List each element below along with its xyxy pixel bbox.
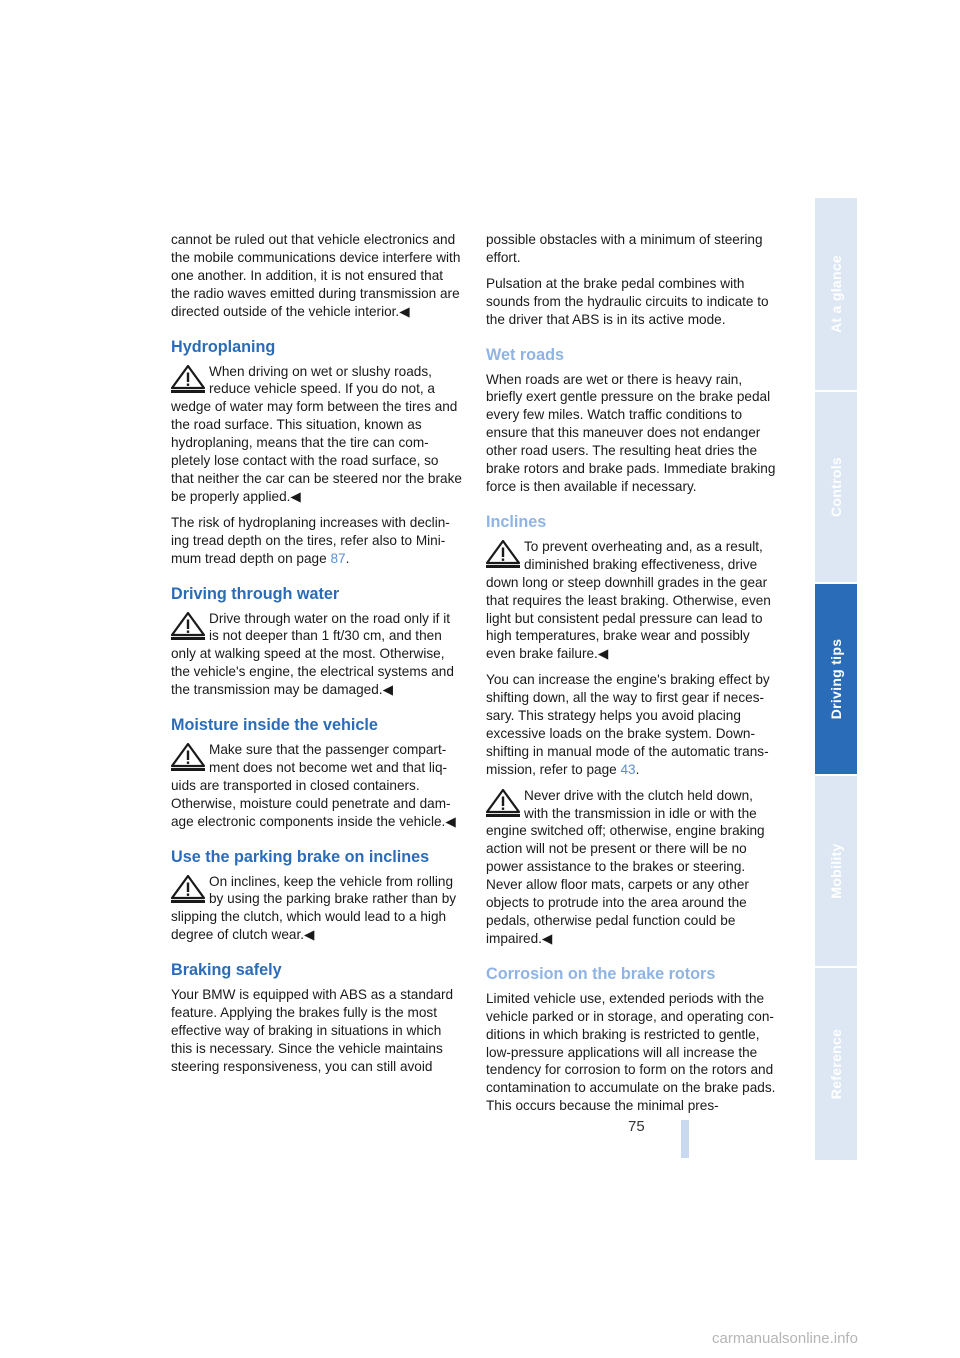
warning-moisture: Make sure that the passenger compartment does not become wet and that liquids are transported in closed containers. Otherwise, moisture could penetrate and damage electronic components inside the vehicle.◀ <box>171 742 456 829</box>
tab-driving-tips[interactable]: Driving tips <box>815 584 857 774</box>
right-column <box>486 231 778 1123</box>
warning-parking-brake: On inclines, keep the vehicle from rolling by using the parking brake rather than by slipping the clutch, which would lead to a high degree of clutch wear.◀ <box>171 873 457 943</box>
end-mark: ◀ <box>597 646 609 662</box>
warning-clutch: Never drive with the clutch held down, with the transmission in idle or with the engine switched off; otherwise, engine braking action will not be present or there will be no power assistance to the brakes or steering. Never allow floor mats, carpets or any other objects to protrude into the area around the pedals, otherwise pedal function could be impaired.◀ <box>486 787 765 946</box>
end-mark: ◀ <box>290 488 301 504</box>
intro-paragraph: cannot be ruled out that vehicle electronics and the mobile communications device interfere with one another. In addition, it is not ensured that the radio waves emitted during transmission are directed outside of the vehicle interior.◀ <box>171 232 461 319</box>
tab-controls[interactable]: Controls <box>815 392 857 582</box>
heading-hydroplaning: Hydroplaning <box>171 337 276 356</box>
tab-at-a-glance[interactable]: At a glance <box>815 198 857 390</box>
warning-triangle-icon <box>171 612 205 642</box>
heading-braking-safely: Braking safely <box>171 961 282 980</box>
warning-water: Drive through water on the road only if it is not deeper than 1 ft/30 cm, and then only at walking speed at the most. Otherwise, the vehicle's engine, the electrical systems and the transmission may be damaged.◀ <box>171 610 454 698</box>
warning-triangle-icon <box>171 365 205 395</box>
warning-hydroplaning: When driving on wet or slushy roads, reduce vehicle speed. If you do not, a wedge of water may form between the tires and the road surface. This situation, known as hydroplaning, means that the tire can completely lose contact with the road surface, so that neither the car can be steered nor the brake be properly applied.◀ <box>171 363 462 504</box>
end-mark: ◀ <box>382 682 394 698</box>
warning-triangle-icon <box>171 743 205 773</box>
end-mark: ◀ <box>304 927 315 943</box>
heading-water: Driving through water <box>171 584 340 603</box>
heading-inclines: Inclines <box>486 512 547 531</box>
inclines-paragraph: You can increase the engine's braking effect by shifting down, all the way to first gear if necessary. This strategy helps you avoid placing excessive loads on the brake system. Downshifting in manual mode of the automatic transmission, refer to page 43. <box>486 672 770 777</box>
end-mark: ◀ <box>541 930 553 946</box>
tab-reference[interactable]: Reference <box>815 968 857 1160</box>
pulsation-paragraph: Pulsation at the brake pedal combines with sounds from the hydraulic circuits to indicate to the driver that ABS is in its active mode. <box>486 275 769 327</box>
wet-roads-paragraph: When roads are wet or there is heavy rain, briefly exert gentle pressure on the brake pedal every few miles. Watch traffic conditions to ensure that this maneuver does not endanger other road users. The resulting heat dries the brake rotors and brake pads. Immediate braking force is then available if necessary. <box>486 371 776 494</box>
braking-paragraph: Your BMW is equipped with ABS as a standard feature. Applying the brakes fully is the most effective way of braking in situations in which this is necessary. Since the vehicle maintains steering responsiveness, you can still avoid <box>171 987 454 1074</box>
page-number: 75 <box>628 1118 645 1135</box>
continuation-paragraph: possible obstacles with a minimum of steering effort. <box>486 232 763 265</box>
warning-triangle-icon <box>486 540 520 570</box>
page-link[interactable]: 43 <box>620 761 636 777</box>
warning-triangle-icon <box>486 789 520 819</box>
hydroplaning-paragraph: The risk of hydroplaning increases with declining tread depth on the tires, refer also to Minimum tread depth on page 87. <box>171 514 450 566</box>
heading-parking-brake: Use the parking brake on inclines <box>171 847 430 866</box>
left-column <box>171 231 463 1084</box>
warning-triangle-icon <box>171 875 205 905</box>
heading-wet-roads: Wet roads <box>486 345 564 364</box>
end-mark: ◀ <box>399 303 410 319</box>
tab-mobility[interactable]: Mobility <box>815 776 857 966</box>
warning-inclines: To prevent overheating and, as a result, diminished braking effectiveness, drive down long or steep downhill grades in the gear that requires the least braking. Otherwise, even light but consistent pedal pressure can lead to high temperatures, brake wear and possibly even brake failure.◀ <box>486 538 771 662</box>
page-link[interactable]: 87 <box>330 550 346 566</box>
corrosion-paragraph: Limited vehicle use, extended periods with the vehicle parked or in storage, and operating conditions in which braking is restricted to gentle, low-pressure applications will all increase the tendency for corrosion to form on the rotors and contamination to accumulate on the brake pads. This occurs because the minimal pres- <box>486 990 776 1114</box>
page-marker-bar <box>681 1120 689 1158</box>
watermark: carmanualsonline.info <box>712 1330 858 1347</box>
heading-moisture: Moisture inside the vehicle <box>171 716 378 735</box>
heading-corrosion: Corrosion on the brake rotors <box>486 964 716 983</box>
end-mark: ◀ <box>445 813 456 829</box>
